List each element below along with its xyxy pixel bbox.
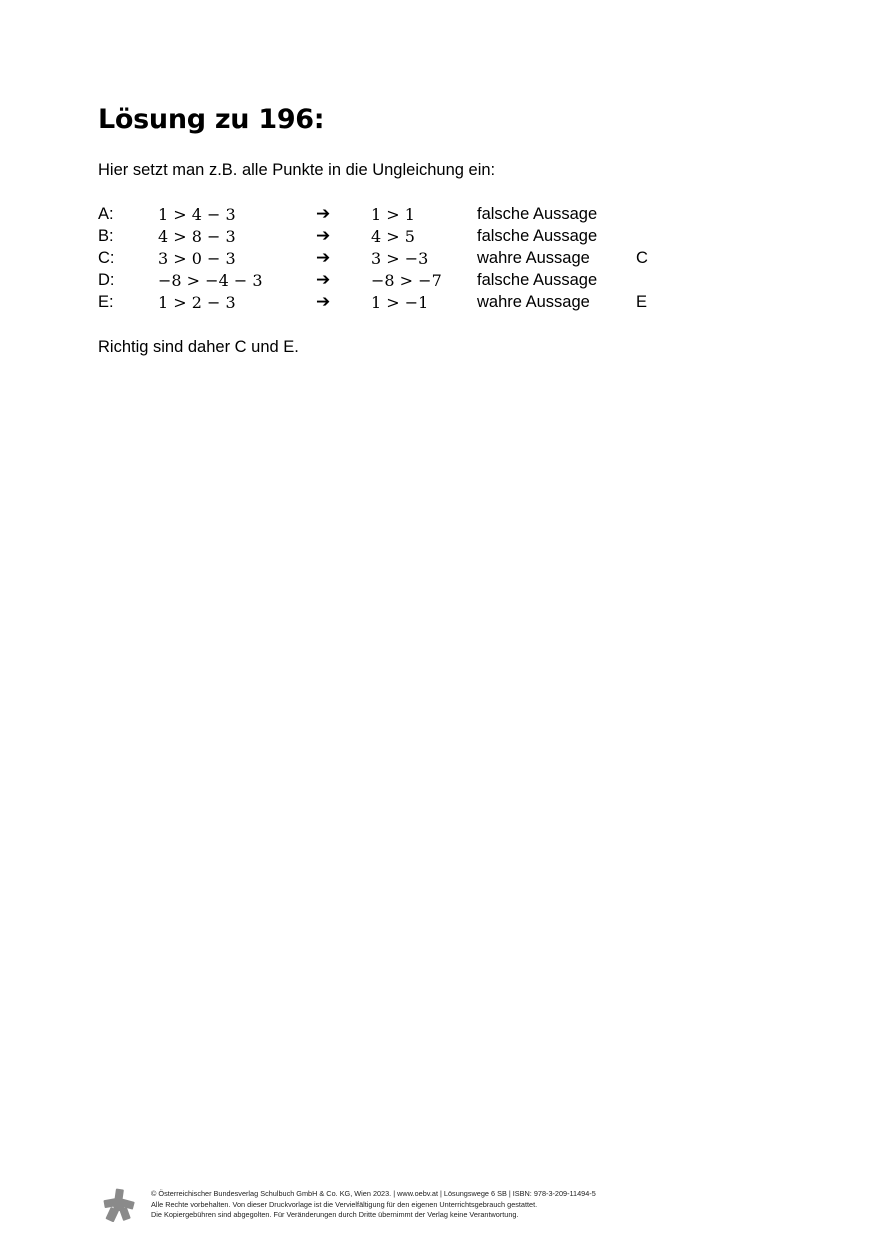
row-result: 4 > 5 <box>371 227 415 246</box>
table-row <box>0 249 890 271</box>
table-row <box>0 271 890 293</box>
row-result: 1 > 1 <box>371 205 415 224</box>
row-result: −8 > −7 <box>371 271 442 290</box>
row-statement: falsche Aussage <box>477 271 598 289</box>
table-row <box>0 293 890 315</box>
arrow-right-icon: ➔ <box>316 292 331 312</box>
intro-text: Hier setzt man z.B. alle Punkte in die Ungleichung ein: <box>98 161 496 179</box>
row-mark: E <box>636 293 648 311</box>
row-statement: falsche Aussage <box>477 205 598 223</box>
table-row <box>0 205 890 227</box>
row-statement: wahre Aussage <box>477 293 590 311</box>
row-statement: wahre Aussage <box>477 249 590 267</box>
footer-copyright <box>151 1189 596 1221</box>
row-expression: 4 > 8 − 3 <box>158 227 236 246</box>
footer-line: © Österreichischer Bundesverlag Schulbuch GmbH & Co. KG, Wien 2023. | www.oebv.at | Lösungswege 6 SB | ISBN: 978-3-209-11494-5 <box>151 1189 596 1198</box>
footer-line: Alle Rechte vorbehalten. Von dieser Druckvorlage ist die Vervielfältigung für den eigenen Unterrichtsgebrauch gestattet. <box>151 1199 538 1209</box>
row-label: B: <box>98 227 114 245</box>
arrow-right-icon: ➔ <box>316 226 331 246</box>
table-row <box>0 227 890 249</box>
row-statement: falsche Aussage <box>477 227 598 245</box>
row-expression: 1 > 2 − 3 <box>158 293 236 312</box>
arrow-right-icon: ➔ <box>316 270 331 290</box>
publisher-logo-icon <box>103 1188 135 1222</box>
arrow-right-icon: ➔ <box>316 248 331 268</box>
arrow-right-icon: ➔ <box>316 204 331 224</box>
row-result: 3 > −3 <box>371 249 429 268</box>
row-label: C: <box>98 249 115 267</box>
row-mark: C <box>636 249 648 267</box>
row-label: D: <box>98 271 115 289</box>
row-result: 1 > −1 <box>371 293 429 312</box>
row-expression: 1 > 4 − 3 <box>158 205 236 224</box>
page-title: Lösung zu 196: <box>98 104 325 135</box>
row-expression: −8 > −4 − 3 <box>158 271 263 290</box>
footer-line: Die Kopiergebühren sind abgegolten. Für Veränderungen durch Dritte übernimmt der Verlag keine Verantwortung. <box>151 1210 519 1220</box>
conclusion-text: Richtig sind daher C und E. <box>98 338 299 356</box>
row-expression: 3 > 0 − 3 <box>158 249 236 268</box>
row-label: A: <box>98 205 114 223</box>
row-label: E: <box>98 293 114 311</box>
